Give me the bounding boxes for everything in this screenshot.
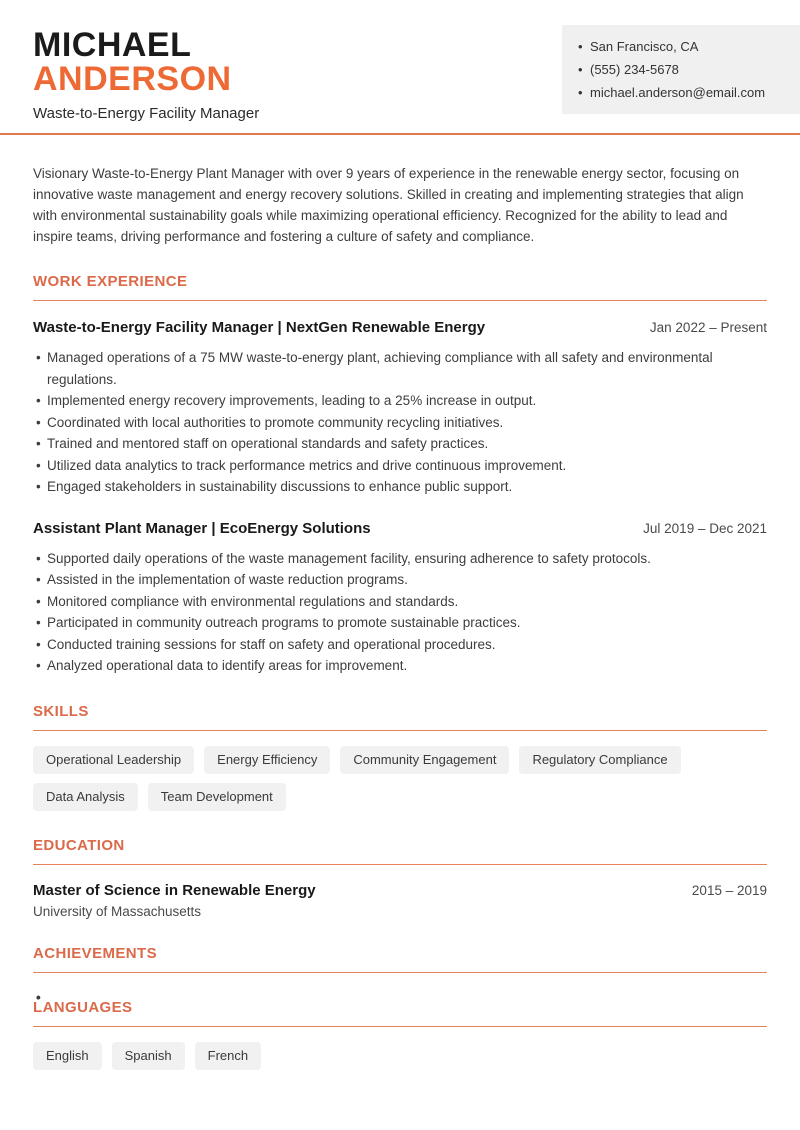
section-achievements — [33, 945, 767, 973]
job-bullet: • Monitored compliance with environmental regulations and standards. — [33, 591, 767, 613]
job-header — [33, 319, 767, 336]
resume-header — [0, 0, 800, 135]
job-dates: Jul 2019 – Dec 2021 — [643, 520, 767, 536]
job-title: Assistant Plant Manager | EcoEnergy Solutions — [33, 519, 371, 537]
language-chip: French — [195, 1042, 261, 1070]
language-chip: Spanish — [112, 1042, 185, 1070]
job-bullet: • Coordinated with local authorities to promote community recycling initiatives. — [33, 412, 767, 434]
education-degree: Master of Science in Renewable Energy — [33, 881, 316, 899]
contact-item: • San Francisco, CA — [578, 35, 784, 58]
job-bullet: • Engaged stakeholders in sustainability discussions to enhance public support. — [33, 476, 767, 498]
contact-card — [562, 25, 800, 114]
skills-heading: SKILLS — [33, 703, 767, 731]
education-entry-header — [33, 882, 767, 899]
job-bullet: • Assisted in the implementation of waste reduction programs. — [33, 569, 767, 591]
achievements-heading: ACHIEVEMENTS — [33, 945, 767, 973]
skill-chip: Team Development — [148, 783, 286, 811]
contact-item: • (555) 234-5678 — [578, 58, 784, 81]
skill-chip: Community Engagement — [340, 746, 509, 774]
contact-item: • michael.anderson@email.com — [578, 81, 784, 104]
job-bullet: • Conducted training sessions for staff on safety and operational procedures. — [33, 634, 767, 656]
job-dates: Jan 2022 – Present — [649, 320, 767, 335]
candidate-first-name: MICHAEL — [33, 26, 192, 64]
work-experience-heading: WORK EXPERIENCE — [33, 273, 767, 301]
section-skills — [33, 703, 767, 811]
language-chip-list — [33, 1042, 767, 1070]
job-entry — [33, 319, 767, 498]
job-bullet-list — [33, 548, 767, 677]
job-header — [33, 520, 767, 537]
job-bullet: • Trained and mentored staff on operational standards and safety practices. — [33, 433, 767, 455]
education-school: University of Massachusetts — [33, 903, 202, 919]
skill-chip: Data Analysis — [33, 783, 138, 811]
section-work-experience — [33, 273, 767, 677]
job-title: Waste-to-Energy Facility Manager | NextGen Renewable Energy — [33, 319, 486, 336]
education-dates: 2015 – 2019 — [691, 882, 767, 898]
skill-chip: Operational Leadership — [33, 746, 194, 774]
job-entry — [33, 520, 767, 677]
resume-body — [0, 163, 800, 1070]
job-bullet: • Utilized data analytics to track performance metrics and drive continuous improvement. — [33, 455, 767, 477]
job-bullet-list — [33, 347, 767, 498]
skill-chip: Energy Efficiency — [204, 746, 330, 774]
candidate-job-title: Waste-to-Energy Facility Manager — [33, 105, 260, 122]
job-list — [33, 319, 767, 677]
education-entry — [33, 882, 767, 919]
section-education — [33, 837, 767, 919]
language-chip: English — [33, 1042, 102, 1070]
job-bullet: • Implemented energy recovery improvements, leading to a 25% increase in output. — [33, 390, 767, 412]
education-heading: EDUCATION — [33, 837, 767, 865]
skill-chip-list — [33, 746, 767, 811]
candidate-last-name: ANDERSON — [33, 60, 232, 98]
job-bullet: • Supported daily operations of the waste management facility, ensuring adherence to safety protocols. — [33, 548, 767, 570]
languages-heading: LANGUAGES — [33, 999, 767, 1027]
summary-paragraph: Visionary Waste-to-Energy Plant Manager with over 9 years of experience in the renewable energy sector, focusing on innovative waste management and energy recovery solutions. Skilled in creating and implementing strategies that align with environmental sustainability goals while maximizing operational efficiency. Recognized for the ability to lead and inspire teams, driving performance and fostering a culture of safety and compliance. — [33, 166, 744, 244]
job-bullet: • Analyzed operational data to identify areas for improvement. — [33, 655, 767, 677]
skill-chip: Regulatory Compliance — [519, 746, 680, 774]
job-bullet: • Managed operations of a 75 MW waste-to-energy plant, achieving compliance with all safety and environmental regulations. — [33, 347, 767, 390]
contact-list — [578, 35, 784, 104]
section-languages — [33, 999, 767, 1070]
job-bullet: • Participated in community outreach programs to promote sustainable practices. — [33, 612, 767, 634]
